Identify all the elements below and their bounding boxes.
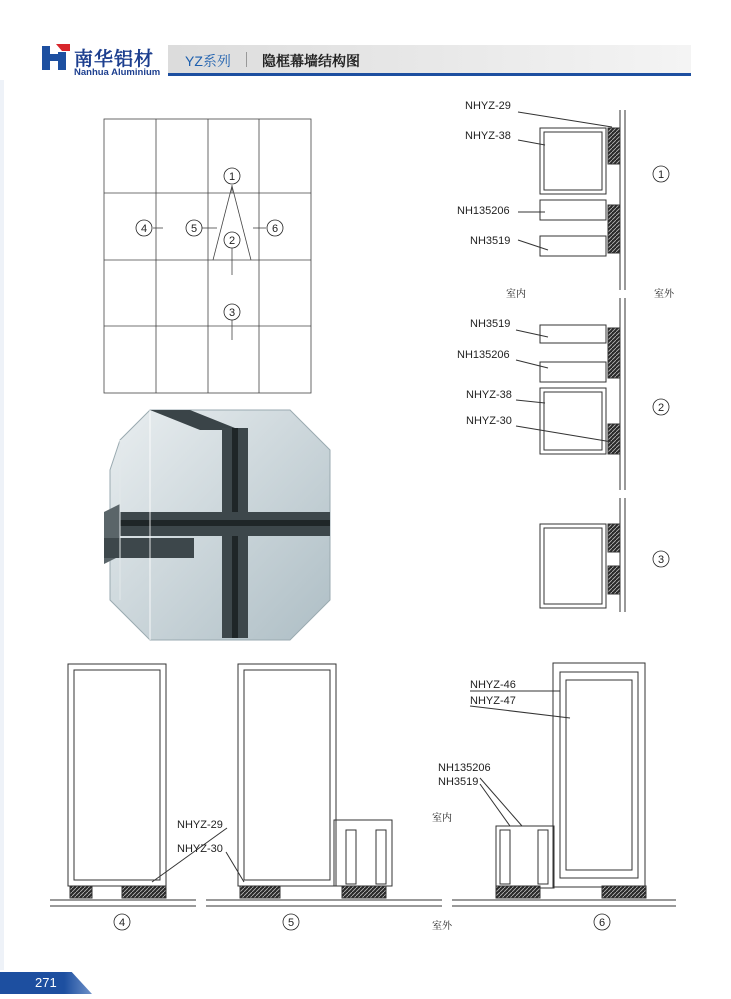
label-nhyz-47: NHYZ-47 (470, 695, 516, 707)
label-nh135206-b: NH135206 (457, 349, 510, 361)
section-marker-1 (653, 166, 669, 182)
svg-text:5: 5 (190, 223, 198, 235)
outdoor-label-b: 室外 (432, 921, 452, 932)
label-nhyz-29-b: NHYZ-29 (177, 819, 223, 831)
label-nhyz-38-b: NHYZ-38 (466, 389, 512, 401)
brand-name-cn: 南华铝材 (74, 48, 155, 70)
svg-text:1: 1 (228, 171, 236, 183)
section-marker-3 (653, 551, 669, 567)
indoor-label: 室内 (506, 289, 526, 300)
section-marker-4 (114, 914, 130, 930)
page-number: 271 (35, 975, 57, 990)
grid-marker-6 (267, 220, 283, 236)
label-nh3519-c: NH3519 (438, 776, 479, 788)
svg-text:2: 2 (657, 402, 665, 414)
elevation-grid (104, 119, 311, 393)
grid-section-markers (136, 168, 283, 320)
series-label: YZ系列 (185, 53, 231, 69)
label-nh135206-c: NH135206 (438, 762, 491, 774)
grid-marker-5 (186, 220, 202, 236)
label-nhyz-30-b: NHYZ-30 (177, 843, 223, 855)
page-title: 隐框幕墙结构图 (262, 54, 360, 70)
grid-marker-1 (224, 168, 240, 184)
grid-marker-2 (224, 232, 240, 248)
outdoor-label: 室外 (654, 289, 674, 300)
indoor-label-b: 室内 (432, 813, 452, 824)
label-nhyz-38: NHYZ-38 (465, 130, 511, 142)
label-nh3519-b: NH3519 (470, 318, 511, 330)
svg-text:6: 6 (598, 917, 606, 929)
curtain-wall-3d-render (104, 410, 330, 640)
section-marker-2 (653, 399, 669, 415)
svg-text:4: 4 (118, 917, 126, 929)
grid-marker-3 (224, 304, 240, 320)
svg-text:1: 1 (657, 169, 665, 181)
vertical-section-labels (457, 100, 675, 567)
label-nhyz-29: NHYZ-29 (465, 100, 511, 112)
svg-text:3: 3 (657, 554, 665, 566)
brand-name-en: Nanhua Aluminium (74, 67, 161, 78)
svg-text:2: 2 (228, 235, 236, 247)
label-nh3519: NH3519 (470, 235, 511, 247)
svg-text:3: 3 (228, 307, 236, 319)
svg-text:4: 4 (140, 223, 148, 235)
grid-marker-4 (136, 220, 152, 236)
horizontal-section-drawing (50, 663, 676, 906)
section-marker-6 (594, 914, 610, 930)
label-nh135206: NH135206 (457, 205, 510, 217)
vertical-section-drawing (516, 110, 625, 612)
svg-text:6: 6 (271, 223, 279, 235)
label-nhyz-30: NHYZ-30 (466, 415, 512, 427)
section-marker-5 (283, 914, 299, 930)
label-nhyz-46: NHYZ-46 (470, 679, 516, 691)
svg-text:5: 5 (287, 917, 295, 929)
